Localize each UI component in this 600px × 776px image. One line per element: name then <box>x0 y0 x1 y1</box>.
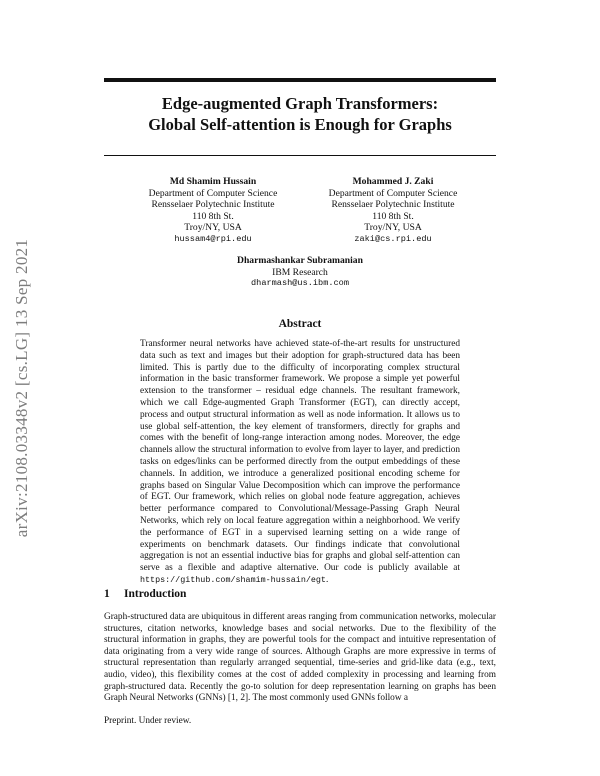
abstract-text: Transformer neural networks have achieved state-of-the-art results for unstructured data such as text and images but their adoption for graph-structured data has been limited. This is partly due to the difficulty of incorporating complex structural information in the basic transformer framework. We propose a simple yet powerful extension to the transformer – residual edge channels. The resultant framework, which we call Edge-augmented Graph Transformer (EGT), can directly accept, process and output structural information as well as node information. It allows us to use global self-attention, the key element of transformers, directly for graphs and comes with the benefit of long-range interaction among nodes. Moreover, the edge channels allow the structural information to evolve from layer to layer, and prediction tasks on edges/links can be performed directly from the output embeddings of these channels. In addition, we introduce a generalized positional encoding scheme for graphs based on Singular Value Decomposition which can improve the performance of EGT. Our framework, which relies on global node feature aggregation, achieves better performance compared to Convolutional/Message-Passing Graph Neural Networks, which rely on local feature aggregation within a neighborhood. We verify the performance of EGT in a supervised learning setting on a wide range of experiments on benchmark datasets. Our findings indicate that convolutional aggregation is not an essential inductive bias for graphs and global self-attention can serve as a flexible and adaptive alternative. Our code is publicly available at <box>140 339 460 574</box>
author-name: Dharmashankar Subramanian <box>237 255 363 266</box>
title-bottom-rule <box>104 155 496 156</box>
author-block-3 <box>200 255 400 290</box>
title-line-1: Edge-augmented Graph Transformers: <box>161 94 439 113</box>
author-city: Troy/NY, USA <box>364 222 422 234</box>
introduction-paragraph: Graph-structured data are ubiquitous in different areas ranging from communication networks, molecular structures, citation networks, knowledge bases and social networks. Due to the flexibility of the structural information in graphs, they are powerful tools for the compact and intuitive representation of data originating from a very wide range of sources. Although Graphs are more expressive in terms of structural representation than regularly arranged sequential, time-series and grid-like data (e.g., text, audio, video), this flexibility comes at the cost of added complexity in processing and learning from graph-structured data. Recently the go-to solution for deep representation learning on graphs has been Graph Neural Networks (GNNs) [1, 2]. The most commonly used GNNs follow a <box>104 612 496 704</box>
section-number: 1 <box>104 588 110 600</box>
preprint-footer: Preprint. Under review. <box>104 716 192 726</box>
abstract-heading: Abstract <box>278 318 322 330</box>
abstract-end: . <box>325 574 329 585</box>
author-name: Mohammed J. Zaki <box>352 176 434 187</box>
author-institute: Rensselaer Polytechnic Institute <box>151 199 275 211</box>
author-block-2 <box>300 176 486 246</box>
author-email[interactable]: hussam4@rpi.edu <box>174 233 252 244</box>
author-street: 110 8th St. <box>192 210 234 222</box>
code-repository-link[interactable]: https://github.com/shamim-hussain/egt <box>140 574 326 585</box>
section-title: Introduction <box>124 588 187 600</box>
author-institute: IBM Research <box>272 266 328 278</box>
author-department: Department of Computer Science <box>328 187 458 199</box>
author-department: Department of Computer Science <box>148 187 278 199</box>
author-block-1 <box>120 176 306 246</box>
author-street: 110 8th St. <box>372 210 414 222</box>
abstract-body <box>140 339 460 587</box>
title-top-rule <box>104 78 496 82</box>
paper-title <box>104 93 496 135</box>
author-institute: Rensselaer Polytechnic Institute <box>331 199 455 211</box>
author-name: Md Shamim Hussain <box>169 176 257 187</box>
title-line-2: Global Self-attention is Enough for Graphs <box>148 115 452 134</box>
section-heading-introduction <box>104 588 496 600</box>
author-email[interactable]: zaki@cs.rpi.edu <box>354 233 432 244</box>
author-email[interactable]: dharmash@us.ibm.com <box>251 278 349 289</box>
author-city: Troy/NY, USA <box>184 222 242 234</box>
arxiv-id-label: arXiv:2108.03348v2 [cs.LG] 13 Sep 2021 <box>12 238 31 538</box>
